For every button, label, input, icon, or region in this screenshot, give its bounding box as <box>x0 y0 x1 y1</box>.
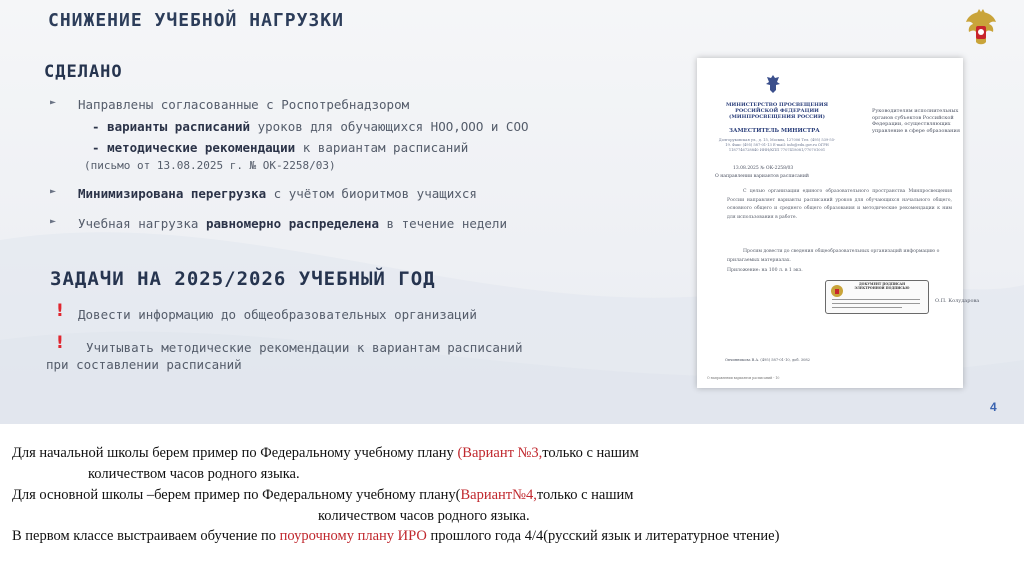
stamp-line <box>832 303 920 304</box>
notes-line-3 <box>12 487 633 504</box>
variants-rest: уроков для обучающихся НОО,ООО и СОО <box>250 119 529 134</box>
triangle-bullet-icon: ► <box>50 216 57 227</box>
exclamation-icon: ! <box>56 301 64 321</box>
doc-executor: Овчинникова В.А. (495) 587-01-10, доб. 3082 <box>725 358 810 362</box>
recommendations-line <box>92 140 468 155</box>
load-bold: равномерно распределена <box>205 216 380 231</box>
variants-dash: - <box>92 119 108 134</box>
page-number: 4 <box>990 400 997 414</box>
tasks-heading: ЗАДАЧИ НА 2025/2026 УЧЕБНЫЙ ГОД <box>50 268 436 290</box>
recs-bold: методические рекомендации <box>107 140 296 155</box>
notes-l3-red: Вариант№4, <box>460 487 537 503</box>
doc-subject: О направлении вариантов расписаний <box>715 174 809 179</box>
done-heading: СДЕЛАНО <box>44 62 123 82</box>
doc-stamp-title: ДОКУМЕНТ ПОДПИСАН ЭЛЕКТРОННОЙ ПОДПИСЬЮ <box>854 282 910 290</box>
speaker-notes <box>0 424 1024 574</box>
notes-l5-b: прошлого года 4/4(русский язык и литературное чтение) <box>426 528 780 544</box>
overload-line <box>78 186 477 201</box>
doc-body: С целью организации единого образовательного пространства Минпросвещения России направляет варианты расписаний уроков для обучающихся начального общего, основного общего и среднего общего образования и методические рекомендации к ним для использования в работе. <box>727 189 952 220</box>
variants-bold: варианты расписаний <box>107 119 251 134</box>
slide-title: СНИЖЕНИЕ УЧЕБНОЙ НАГРУЗКИ <box>48 10 344 31</box>
letter-document-image <box>697 58 980 388</box>
notes-l5-red: поурочному плану ИРО <box>279 528 427 544</box>
load-line <box>78 216 507 231</box>
load-rest: в течение недели <box>379 216 507 231</box>
notes-l3-b: только с нашим <box>536 487 634 503</box>
doc-ministry: МИНИСТЕРСТВО ПРОСВЕЩЕНИЯ РОССИЙСКОЙ ФЕДЕРАЦИИ (МИНПРОСВЕЩЕНИЯ РОССИИ) <box>726 102 828 120</box>
task-2-line-1: Учитывать методические рекомендации к вариантам расписаний <box>86 340 523 355</box>
doc-signature: О.П. Колударова <box>935 298 980 304</box>
recs-rest: к вариантам расписаний <box>295 140 469 155</box>
notes-line-4: количеством часов родного языка. <box>318 508 530 524</box>
notes-l5-a: В первом классе выстраиваем обучение по <box>12 528 280 544</box>
doc-deputy: ЗАМЕСТИТЕЛЬ МИНИСТРА <box>729 128 820 134</box>
doc-recipient: Руководителям исполнительных органов субъектов Российской Федерации, осуществляющих управление в сфере образования <box>872 108 961 134</box>
sent-text: Направлены согласованные с Роспотребнадзором <box>78 97 410 112</box>
overload-rest: с учётом биоритмов учащихся <box>266 186 477 201</box>
notes-l3-a: Для основной школы –берем пример по Федеральному учебному плану( <box>12 487 461 503</box>
notes-l1-a: Для начальной школы берем пример по Федеральному учебному плану <box>12 445 458 461</box>
coat-of-arms-emblem-icon <box>960 8 1002 50</box>
notes-line-1 <box>12 445 639 462</box>
stamp-emblem-icon <box>830 284 844 298</box>
eagle-emblem-icon <box>765 74 781 94</box>
doc-request: Просим довести до сведения общеобразовательных организаций информацию о прилагаемых материалах. <box>727 249 940 263</box>
variants-line <box>92 119 529 134</box>
doc-attachment: Приложение: на 100 л. в 1 экз. <box>727 268 803 273</box>
notes-l1-red: (Вариант №3, <box>457 445 543 461</box>
doc-date: 13.08.2025 № ОК-2258/03 <box>733 166 794 171</box>
task-2-line-2: при составлении расписаний <box>46 357 242 372</box>
doc-footer: О направлении вариантов расписаний - 10 <box>707 376 780 380</box>
doc-address: Долгоруковская ул., д. 15, Москва, 127006 Тел. (495) 539-55-19. Факс (495) 587-01-13 E-mail: info@edu.gov.ru ОГРН 1187746728840 ИНН/КПП 7707418081/770701001 <box>718 138 836 152</box>
notes-line-2: количеством часов родного языка. <box>88 466 300 482</box>
recs-dash: - <box>92 140 108 155</box>
stamp-line <box>832 307 902 308</box>
task-1: Довести информацию до общеобразовательных организаций <box>78 307 477 322</box>
exclamation-icon: ! <box>56 333 64 353</box>
notes-line-5 <box>12 528 779 545</box>
stamp-line <box>832 299 920 300</box>
triangle-bullet-icon: ► <box>50 186 57 197</box>
overload-bold: Минимизирована перегрузка <box>78 186 267 201</box>
triangle-bullet-icon: ► <box>50 97 57 108</box>
letter-reference: (письмо от 13.08.2025 г. № ОК-2258/03) <box>84 159 336 172</box>
notes-l1-b: только с нашим <box>542 445 639 461</box>
load-prefix: Учебная нагрузка <box>78 216 206 231</box>
